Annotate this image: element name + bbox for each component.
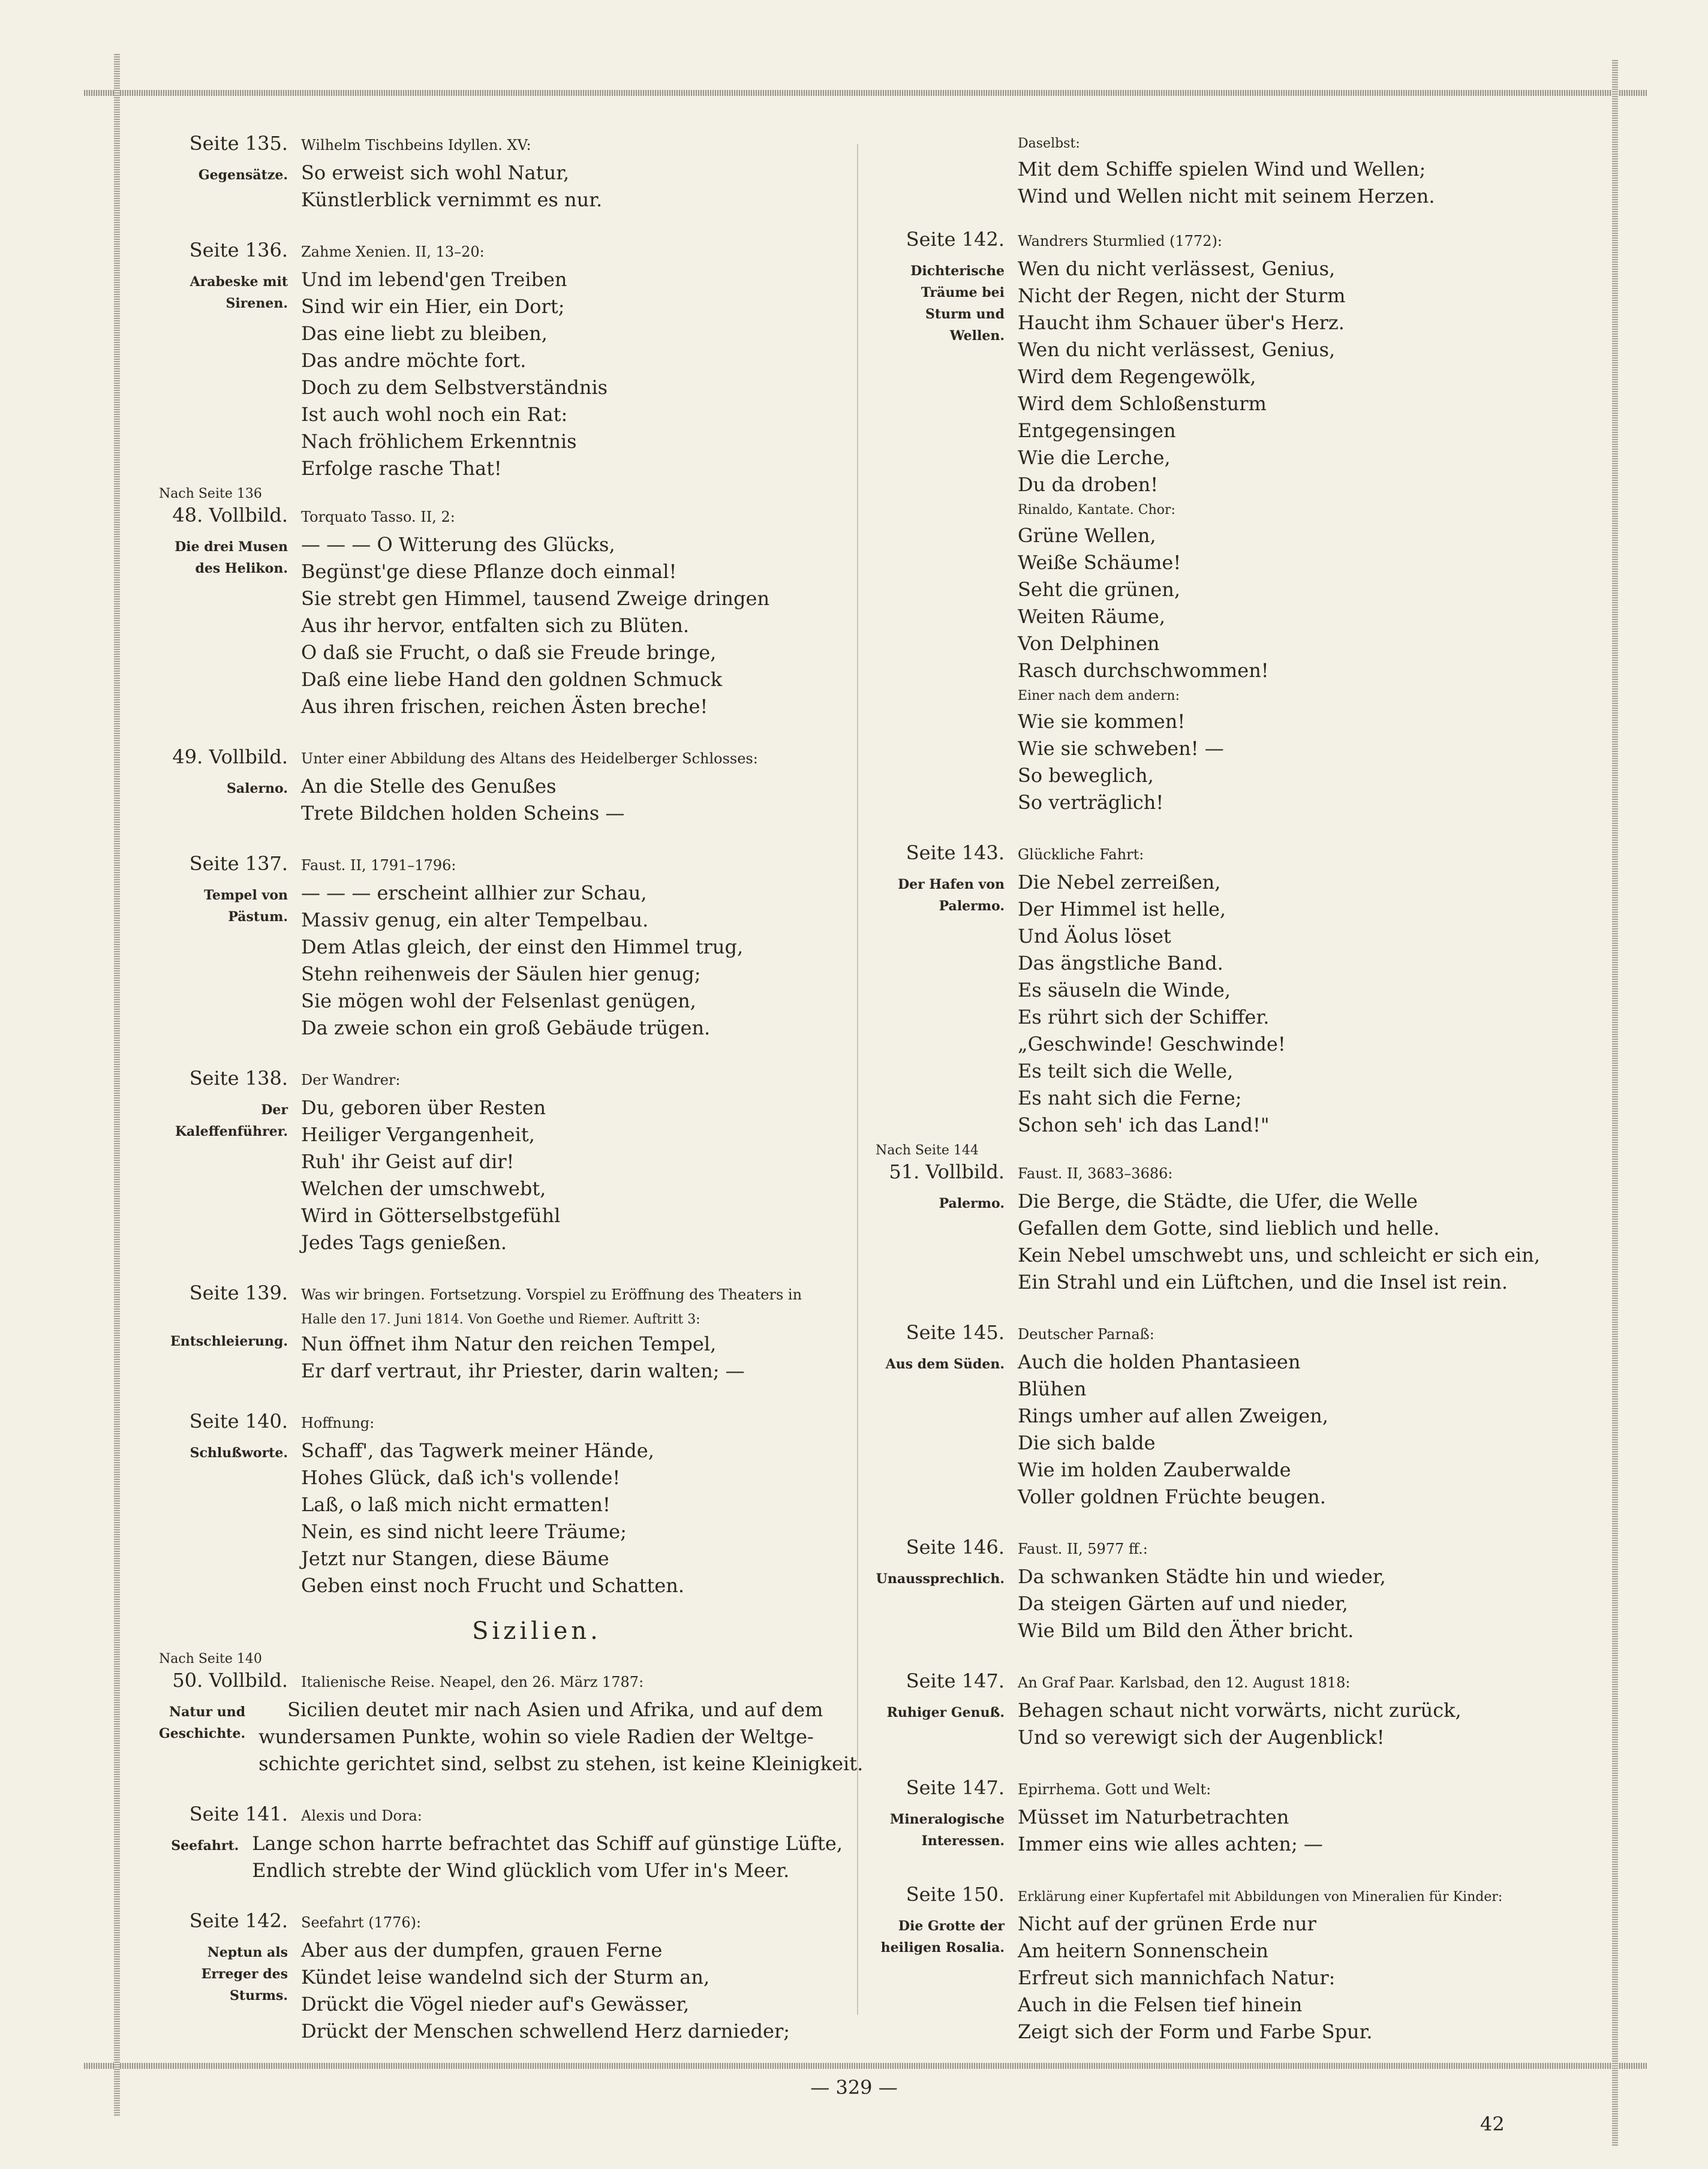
verse-line: Da schwanken Städte hin und wieder,: [1018, 1565, 1386, 1588]
source: Faust. II, 3683–3686:: [1018, 1165, 1173, 1182]
verse-line: Schon seh' ich das Land!": [1018, 1114, 1270, 1136]
verse-line: Immer eins wie alles achten; —: [1018, 1833, 1323, 1855]
verse-line: Nach fröhlichem Erkenntnis: [301, 430, 577, 453]
verse-line: Von Delphinen: [1018, 632, 1160, 655]
verse-line: Wird in Götterselbstgefühl: [301, 1204, 561, 1227]
verse-line: Daß eine liebe Hand den goldnen Schmuck: [301, 668, 723, 691]
entry-label: Palermo.: [939, 1196, 1005, 1211]
entry-vollbild-51: [876, 1160, 1595, 1296]
verse-line: Künstlerblick vernimmt es nur.: [301, 188, 603, 211]
verse-line: Da zweie schon ein groß Gebäude trügen.: [301, 1016, 711, 1039]
verse-line: Kündet leise wandelnd sich der Sturm an,: [301, 1966, 710, 1988]
entry-label: Salerno.: [226, 781, 288, 796]
verse-line: Drückt der Menschen schwellend Herz darnieder;: [301, 2020, 790, 2042]
entry-seite-141: [159, 1803, 843, 1884]
verse-line: Es teilt sich die Welle,: [1018, 1060, 1234, 1082]
verse-line: Das eine liebt zu bleiben,: [301, 322, 548, 345]
entry-label: Seefahrt.: [171, 1838, 239, 1854]
verse-line: Hohes Glück, daß ich's vollende!: [301, 1466, 621, 1489]
verse-line: Haucht ihm Schauer über's Herz.: [1018, 311, 1345, 334]
verse-line: Wird dem Schloßensturm: [1018, 392, 1267, 415]
verse-line: Und so verewigt sich der Augenblick!: [1018, 1726, 1385, 1749]
entry-seite-145: [876, 1321, 1595, 1511]
verse-line: — — — erscheint allhier zur Schau,: [301, 882, 647, 904]
source-continued: Halle den 17. Juni 1814. Von Goethe und Riemer. Auftritt 3:: [301, 1312, 700, 1327]
verse-line: Es naht sich die Ferne;: [1018, 1087, 1242, 1109]
verse-line: Massiv genug, ein alter Tempelbau.: [301, 908, 649, 931]
verse-line: Es rührt sich der Schiffer.: [1018, 1006, 1270, 1028]
verse-line: Stehn reihenweis der Säulen hier genug;: [301, 962, 701, 985]
verse-line: Sie strebt gen Himmel, tausend Zweige dringen: [301, 587, 770, 610]
verse-line: Lange schon harrte befrachtet das Schiff auf günstige Lüfte,: [252, 1832, 843, 1855]
entry-seite-142-seefahrt: [159, 1909, 843, 2045]
verse-line: Wie die Lerche,: [1018, 446, 1171, 469]
verse-line: So verträglich!: [1018, 791, 1164, 814]
verse-line: Grüne Wellen,: [1018, 524, 1156, 547]
verse-line: Wen du nicht verlässest, Genius,: [1018, 338, 1336, 361]
page-ref: 51. Vollbild.: [889, 1160, 1005, 1183]
verse-line: Das andre möchte fort.: [301, 349, 527, 372]
page-ref: 48. Vollbild.: [172, 504, 288, 527]
verse-line: Wie sie schweben! —: [1018, 737, 1224, 760]
verse-line: Gefallen dem Gotte, sind lieblich und helle.: [1018, 1217, 1440, 1240]
source: Italienische Reise. Neapel, den 26. März 1787:: [301, 1674, 644, 1690]
entry-label: Die Grotte der heiligen Rosalia.: [880, 1918, 1005, 1956]
entry-seite-138: [159, 1067, 843, 1256]
right-border: [1612, 60, 1618, 2147]
source: Wilhelm Tischbeins Idyllen. XV:: [301, 137, 531, 154]
page-ref: Seite 140.: [189, 1410, 288, 1433]
entry-label: Die drei Musen des Helikon.: [175, 539, 288, 576]
source: An Graf Paar. Karlsbad, den 12. August 1818:: [1018, 1674, 1351, 1691]
page-ref: 49. Vollbild.: [172, 745, 288, 768]
source: Epirrhema. Gott und Welt:: [1018, 1781, 1211, 1798]
page-ref: Seite 135.: [189, 132, 288, 155]
plate-note: Nach Seite 140: [159, 1651, 262, 1666]
verse-line: „Geschwinde! Geschwinde!: [1018, 1033, 1286, 1055]
entry-label: Ruhiger Genuß.: [886, 1705, 1005, 1720]
entry-label: Dichterische Träume bei Sturm und Wellen.: [910, 263, 1005, 344]
verse-line: So erweist sich wohl Natur,: [301, 161, 570, 184]
verse-line: Er darf vertraut, ihr Priester, darin walten; —: [301, 1359, 745, 1382]
source: Alexis und Dora:: [301, 1807, 422, 1824]
page-ref: Seite 136.: [189, 239, 288, 261]
verse-line: Laß, o laß mich nicht ermatten!: [301, 1493, 611, 1516]
verse-line: Es säuseln die Winde,: [1018, 979, 1231, 1001]
verse-line: Erfreut sich mannichfach Natur:: [1018, 1966, 1336, 1989]
verse-line: Erfolge rasche That!: [301, 457, 502, 480]
verse-line: Du, geboren über Resten: [301, 1096, 546, 1119]
verse-line: Voller goldnen Früchte beugen.: [1018, 1485, 1326, 1508]
page-ref: 50. Vollbild.: [172, 1669, 288, 1692]
entry-seite-135: [159, 132, 843, 213]
verse-line: Sie mögen wohl der Felsenlast genügen,: [301, 989, 696, 1012]
entry-vollbild-48: [159, 504, 843, 720]
verse-line: Der Himmel ist helle,: [1018, 898, 1226, 920]
verse-line: So beweglich,: [1018, 764, 1154, 787]
page-ref: Seite 147.: [906, 1669, 1005, 1692]
entry-seite-136: [159, 239, 843, 482]
right-column: [876, 132, 1595, 2071]
verse-line: Weiten Räume,: [1018, 605, 1165, 628]
source: Was wir bringen. Fortsetzung. Vorspiel zu Eröffnung des Theaters in: [301, 1286, 802, 1303]
verse-line: Doch zu dem Selbstverständnis: [301, 376, 608, 399]
entry-label: Natur und Geschichte.: [159, 1704, 246, 1741]
verse-line: Ein Strahl und ein Lüftchen, und die Insel ist rein.: [1018, 1271, 1508, 1293]
entry-vollbild-49: [159, 745, 843, 827]
verse-line: Endlich strebte der Wind glücklich vom Ufer in's Meer.: [252, 1859, 790, 1882]
entry-vollbild-50: [159, 1669, 864, 1777]
verse-line: Da steigen Gärten auf und nieder,: [1018, 1592, 1348, 1615]
prose-line: Sicilien deutet mir nach Asien und Afrika, und auf dem: [287, 1698, 823, 1721]
source: Faust. II, 1791–1796:: [301, 857, 456, 874]
page-ref: Seite 145.: [906, 1321, 1005, 1344]
page-number: — 329 —: [810, 2076, 898, 2099]
source: Wandrers Sturmlied (1772):: [1018, 233, 1223, 249]
verse-line: Blühen: [1018, 1377, 1087, 1400]
source: Deutscher Parnaß:: [1018, 1326, 1154, 1343]
source: Hoffnung:: [301, 1415, 375, 1431]
verse-line: Ist auch wohl noch ein Rat:: [301, 403, 568, 426]
verse-line: Die Berge, die Städte, die Ufer, die Welle: [1018, 1190, 1418, 1213]
entry-label: Gegensätze.: [198, 167, 288, 183]
sheet-number: 42: [1480, 2113, 1505, 2135]
left-column: [159, 132, 864, 2070]
verse-line: Geben einst noch Frucht und Schatten.: [301, 1574, 685, 1597]
source: Unter einer Abbildung des Altans des Heidelberger Schlosses:: [301, 750, 758, 767]
verse-line: Müsset im Naturbetrachten: [1018, 1806, 1289, 1828]
entry-label: Unaussprechlich.: [876, 1571, 1005, 1587]
page-ref: Seite 142.: [906, 228, 1005, 251]
source: Der Wandrer:: [301, 1072, 401, 1088]
entry-label: Aus dem Süden.: [885, 1356, 1005, 1372]
entry-seite-147-epirrhema: [876, 1776, 1595, 1858]
verse-line: Am heitern Sonnenschein: [1018, 1939, 1268, 1962]
verse-line: Weiße Schäume!: [1018, 551, 1181, 574]
verse-line: Rasch durchschwommen!: [1018, 659, 1269, 682]
verse-line: An die Stelle des Genußes: [301, 775, 557, 798]
verse-line: O daß sie Frucht, o daß sie Freude bringe,: [301, 641, 717, 664]
verse-line: Entgegensingen: [1018, 419, 1176, 442]
entry-label: Der Hafen von Palermo.: [898, 877, 1005, 914]
verse-line: Rings umher auf allen Zweigen,: [1018, 1404, 1328, 1427]
verse-line: Trete Bildchen holden Scheins —: [301, 802, 625, 825]
verse-line: Nicht auf der grünen Erde nur: [1018, 1912, 1316, 1935]
entry-seite-143: [876, 841, 1595, 1139]
verse-line: Du da droben!: [1018, 473, 1159, 496]
entry-label: Schlußworte.: [190, 1445, 288, 1461]
verse-line: Welchen der umschwebt,: [301, 1177, 546, 1200]
verse-line: Jetzt nur Stangen, diese Bäume: [301, 1547, 609, 1570]
entry-label: Arabeske mit Sirenen.: [190, 274, 288, 311]
entry-seite-150: [876, 1883, 1595, 2045]
page-ref: Seite 143.: [906, 841, 1005, 864]
entry-seite-142-sturmlied: [876, 228, 1595, 816]
verse-line: Sind wir ein Hier, ein Dort;: [301, 295, 565, 318]
entry-label: Tempel von Pästum.: [204, 888, 288, 925]
verse-line: Wie im holden Zauberwalde: [1018, 1458, 1291, 1481]
verse-line: Wie Bild um Bild den Äther bricht.: [1018, 1619, 1354, 1642]
verse-line: Mit dem Schiffe spielen Wind und Wellen;: [1018, 158, 1426, 181]
verse-line: Die sich balde: [1018, 1431, 1156, 1454]
source: Rinaldo, Kantate. Chor:: [1018, 503, 1175, 518]
verse-line: Nicht der Regen, nicht der Sturm: [1018, 284, 1346, 307]
prose-line: wundersamen Punkte, wohin so viele Radien der Weltge-: [258, 1725, 814, 1748]
verse-line: Wird dem Regengewölk,: [1018, 365, 1256, 388]
verse-line: Begünst'ge diese Pflanze doch einmal!: [301, 560, 677, 583]
entry-label: Der Kaleffenführer.: [175, 1102, 288, 1139]
source: Daselbst:: [1018, 136, 1080, 151]
verse-line: — — — O Witterung des Glücks,: [301, 533, 615, 556]
verse-line: Nein, es sind nicht leere Träume;: [301, 1520, 627, 1543]
verse-line: Aus ihr hervor, entfalten sich zu Blüten.: [301, 614, 690, 637]
verse-line: Aber aus der dumpfen, grauen Ferne: [301, 1939, 663, 1962]
section-title: Sizilien.: [472, 1617, 602, 1645]
entry-seite-140: [159, 1410, 843, 1599]
plate-note: Nach Seite 136: [159, 486, 262, 501]
entry-label: Neptun als Erreger des Sturms.: [201, 1945, 288, 2003]
source: Faust. II, 5977 ff.:: [1018, 1541, 1148, 1557]
verse-line: Auch die holden Phantasieen: [1018, 1350, 1301, 1373]
source: Glückliche Fahrt:: [1018, 846, 1144, 863]
verse-line: Wie sie kommen!: [1018, 710, 1186, 733]
page-ref: Seite 146.: [906, 1536, 1005, 1559]
page-ref: Seite 147.: [906, 1776, 1005, 1799]
source: Torquato Tasso. II, 2:: [301, 509, 455, 525]
page-ref: Seite 142.: [189, 1909, 288, 1932]
page-ref: Seite 137.: [189, 852, 288, 875]
verse-line: Seht die grünen,: [1018, 578, 1181, 601]
page-ref: Seite 141.: [189, 1803, 288, 1825]
entry-label: Mineralogische Interessen.: [889, 1812, 1005, 1849]
verse-line: Zeigt sich der Form und Farbe Spur.: [1018, 2020, 1373, 2043]
verse-line: Ruh' ihr Geist auf dir!: [301, 1150, 515, 1173]
page-ref: Seite 139.: [189, 1281, 288, 1304]
verse-line: Behagen schaut nicht vorwärts, nicht zurück,: [1018, 1699, 1462, 1722]
plate-note: Nach Seite 144: [876, 1143, 979, 1158]
verse-line: Nun öffnet ihm Natur den reichen Tempel,: [301, 1332, 717, 1355]
entry-seite-147-graf-paar: [876, 1669, 1595, 1751]
page-ref: Seite 138.: [189, 1067, 288, 1090]
verse-line: Und Äolus löset: [1018, 925, 1171, 947]
source: Erklärung einer Kupfertafel mit Abbildungen von Mineralien für Kinder:: [1018, 1890, 1503, 1905]
verse-line: Schaff', das Tagwerk meiner Hände,: [301, 1439, 654, 1462]
verse-line: Heiliger Vergangenheit,: [301, 1123, 535, 1146]
entry-continued: [1018, 132, 1595, 210]
verse-line: Wind und Wellen nicht mit seinem Herzen.: [1018, 185, 1435, 207]
source: Seefahrt (1776):: [301, 1914, 422, 1931]
entry-seite-137: [159, 852, 843, 1042]
top-border: [84, 90, 1647, 96]
page-ref: Seite 150.: [906, 1883, 1005, 1906]
verse-line: Auch in die Felsen tief hinein: [1018, 1993, 1303, 2016]
entry-seite-139: [159, 1281, 843, 1385]
verse-line: Wen du nicht verlässest, Genius,: [1018, 257, 1336, 280]
verse-line: Und im lebend'gen Treiben: [301, 268, 567, 291]
verse-line: Aus ihren frischen, reichen Ästen breche!: [301, 695, 708, 718]
entry-seite-146: [876, 1536, 1595, 1644]
verse-line: Das ängstliche Band.: [1018, 952, 1223, 974]
verse-line: Kein Nebel umschwebt uns, und schleicht er sich ein,: [1018, 1244, 1541, 1266]
verse-line: Drückt die Vögel nieder auf's Gewässer,: [301, 1993, 690, 2015]
verse-line: Die Nebel zerreißen,: [1018, 871, 1221, 894]
entry-label: Entschleierung.: [170, 1334, 288, 1349]
verse-line: Jedes Tags genießen.: [301, 1231, 507, 1254]
verse-line: Dem Atlas gleich, der einst den Himmel trug,: [301, 935, 744, 958]
source: Einer nach dem andern:: [1018, 688, 1180, 703]
prose-line: schichte gerichtet sind, selbst zu stehen, ist keine Kleinigkeit.: [258, 1752, 864, 1775]
left-border: [114, 54, 120, 2117]
source: Zahme Xenien. II, 13–20:: [301, 243, 485, 260]
